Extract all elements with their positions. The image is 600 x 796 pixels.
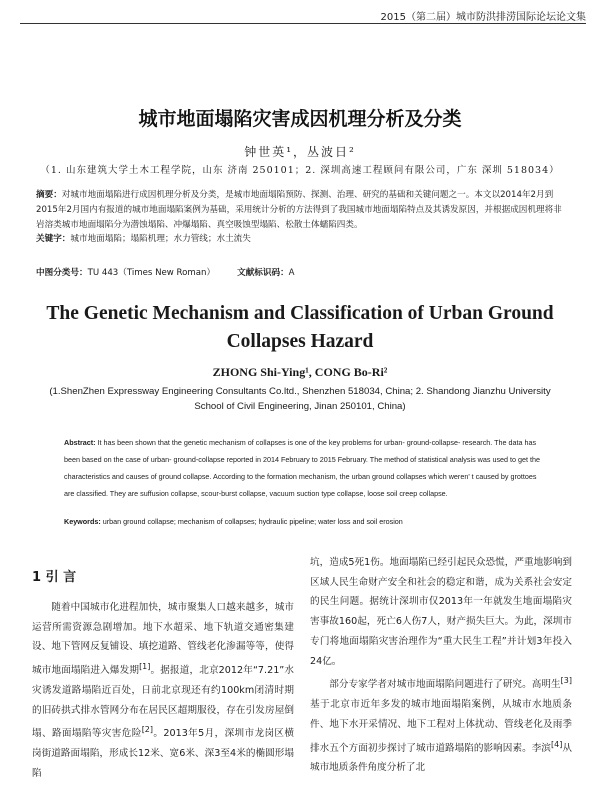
doc-code-label: 文献标识码：	[237, 268, 289, 278]
keywords-en-text: urban ground collapse; mechanism of collapses; hydraulic pipeline; water loss and soil erosion	[102, 517, 403, 526]
abstract-en-text: It has been shown that the genetic mechanism of collapses is one of the key problems for urban- ground-collapse- research. The data has been based on the case of urban- ground-collapse reported in 2014 February to 2015 February. The method of statistical analysis was used to get the characteristics and causes of ground collapse. According to the formation mechanism, the urban ground collapses which weren' t caused by grottoes are classified. They are suffusion collapse, scour-burst collapse, vacuum suction type collapse, loose soil creep collapse.	[64, 438, 540, 498]
citation: [4]	[551, 739, 563, 749]
header-text: 2015（第二届）城市防洪排涝国际论坛论文集	[380, 12, 586, 23]
affiliation-en: (1.ShenZhen Expressway Engineering Consultants Co.ltd., Shenzhen 518034, China; 2. Shandong Jianzhu University School of Civil Engineering, Jinan 250101, China)	[49, 386, 551, 412]
abstract-cn-label: 摘要：	[36, 190, 62, 200]
authors-cn: 钟世英¹，丛波日²	[244, 145, 356, 159]
keywords-en-label: Keywords:	[64, 517, 101, 526]
paragraph: 坑，造成5死1伤。地面塌陷已经引起民众恐慌，严重地影响到区域人民生命财产安全和社会的稳定和谐，成为关系社会安定的民生问题。据统计深圳市仅2013年一年就发生地面塌陷灾害事故160起，死亡6人伤7人，财产损失巨大。为此，深圳市专门将地面塌陷灾害治理作为“重大民生工程”并计划3年投入24亿。	[310, 557, 572, 667]
body-column-left	[32, 598, 294, 784]
classification-line	[36, 266, 295, 278]
class-no-value: TU 443（Times New Roman）	[87, 268, 216, 278]
paragraph: 随着中国城市化进程加快，城市聚集人口越来越多，城市运营所需资源急剧增加。地下水超采、地下轨道交通密集建设、地下管网反复铺设、填挖道路、管线老化渗漏等等，使得城市地面塌陷进入爆发期[1]。据报道，北京2012年“7.21”水灾诱发道路塌陷近百处，日前北京现还有约100km闭清时期的旧砖拱式排水管网分布在居民区超期服役，存在引发房屋倒塌、路面塌陷等灾害危险[2]。2013年5月，深圳市龙岗区横岗街道路面塌陷，形成长12米、宽6米、深3至4米的椭圆形塌陷	[32, 602, 294, 779]
running-header	[0, 8, 600, 26]
doc-code-value: A	[288, 268, 295, 278]
citation: [2]	[141, 725, 154, 735]
body-column-right	[310, 553, 572, 778]
paper-title-en: The Genetic Mechanism and Classification of Urban Ground Collapses Hazard	[46, 303, 554, 352]
paper-title-cn: 城市地面塌陷灾害成因机理分析及分类	[138, 108, 462, 130]
keywords-cn-text: 城市地面塌陷；塌陷机理；水力管线；水土流失	[70, 234, 251, 245]
section-heading-intro: 1 引 言	[32, 570, 77, 585]
abstract-cn	[36, 188, 568, 247]
authors-en: ZHONG Shi-Ying¹, CONG Bo-Ri²	[212, 365, 388, 379]
keywords-cn-label: 关键字：	[36, 234, 71, 245]
abstract-en-label: Abstract:	[64, 438, 96, 447]
citation: [3]	[560, 676, 572, 686]
class-no-label: 中图分类号：	[36, 268, 88, 278]
abstract-cn-text: 对城市地面塌陷进行成因机理分析及分类，是城市地面塌陷预防、探测、治理、研究的基础和关键问题之一。本文以2014年2月到2015年2月国内有报道的城市地面塌陷案例为基础，采用统计分析的方法得到了我国城市地面塌陷特点及其诱发原因，并根据成因机理将非岩溶类城市地面塌陷分为潜蚀塌陷、冲爆塌陷、真空吸蚀型塌陷、松散土体蠕陷四类。	[36, 190, 562, 230]
affiliation-cn: （1. 山东建筑大学土木工程学院，山东 济南 250101；2. 深圳高速工程顾问有限公司，广东 深圳 518034）	[40, 165, 560, 176]
paragraph: 部分专家学者对城市地面塌陷问题进行了研究。高明生[3]基于北京市近年多发的城市地面塌陷案例，从城市水地质条件、地下水开采情况、地下工程对上体扰动、管线老化及雨季排水五个方面初步探讨了城市道路塌陷的影响因素。李滨[4]从城市地质条件角度分析了北	[310, 676, 572, 774]
header-rule	[20, 23, 586, 24]
citation: [1]	[139, 662, 151, 672]
keywords-en	[64, 517, 403, 526]
abstract-en	[64, 434, 544, 502]
